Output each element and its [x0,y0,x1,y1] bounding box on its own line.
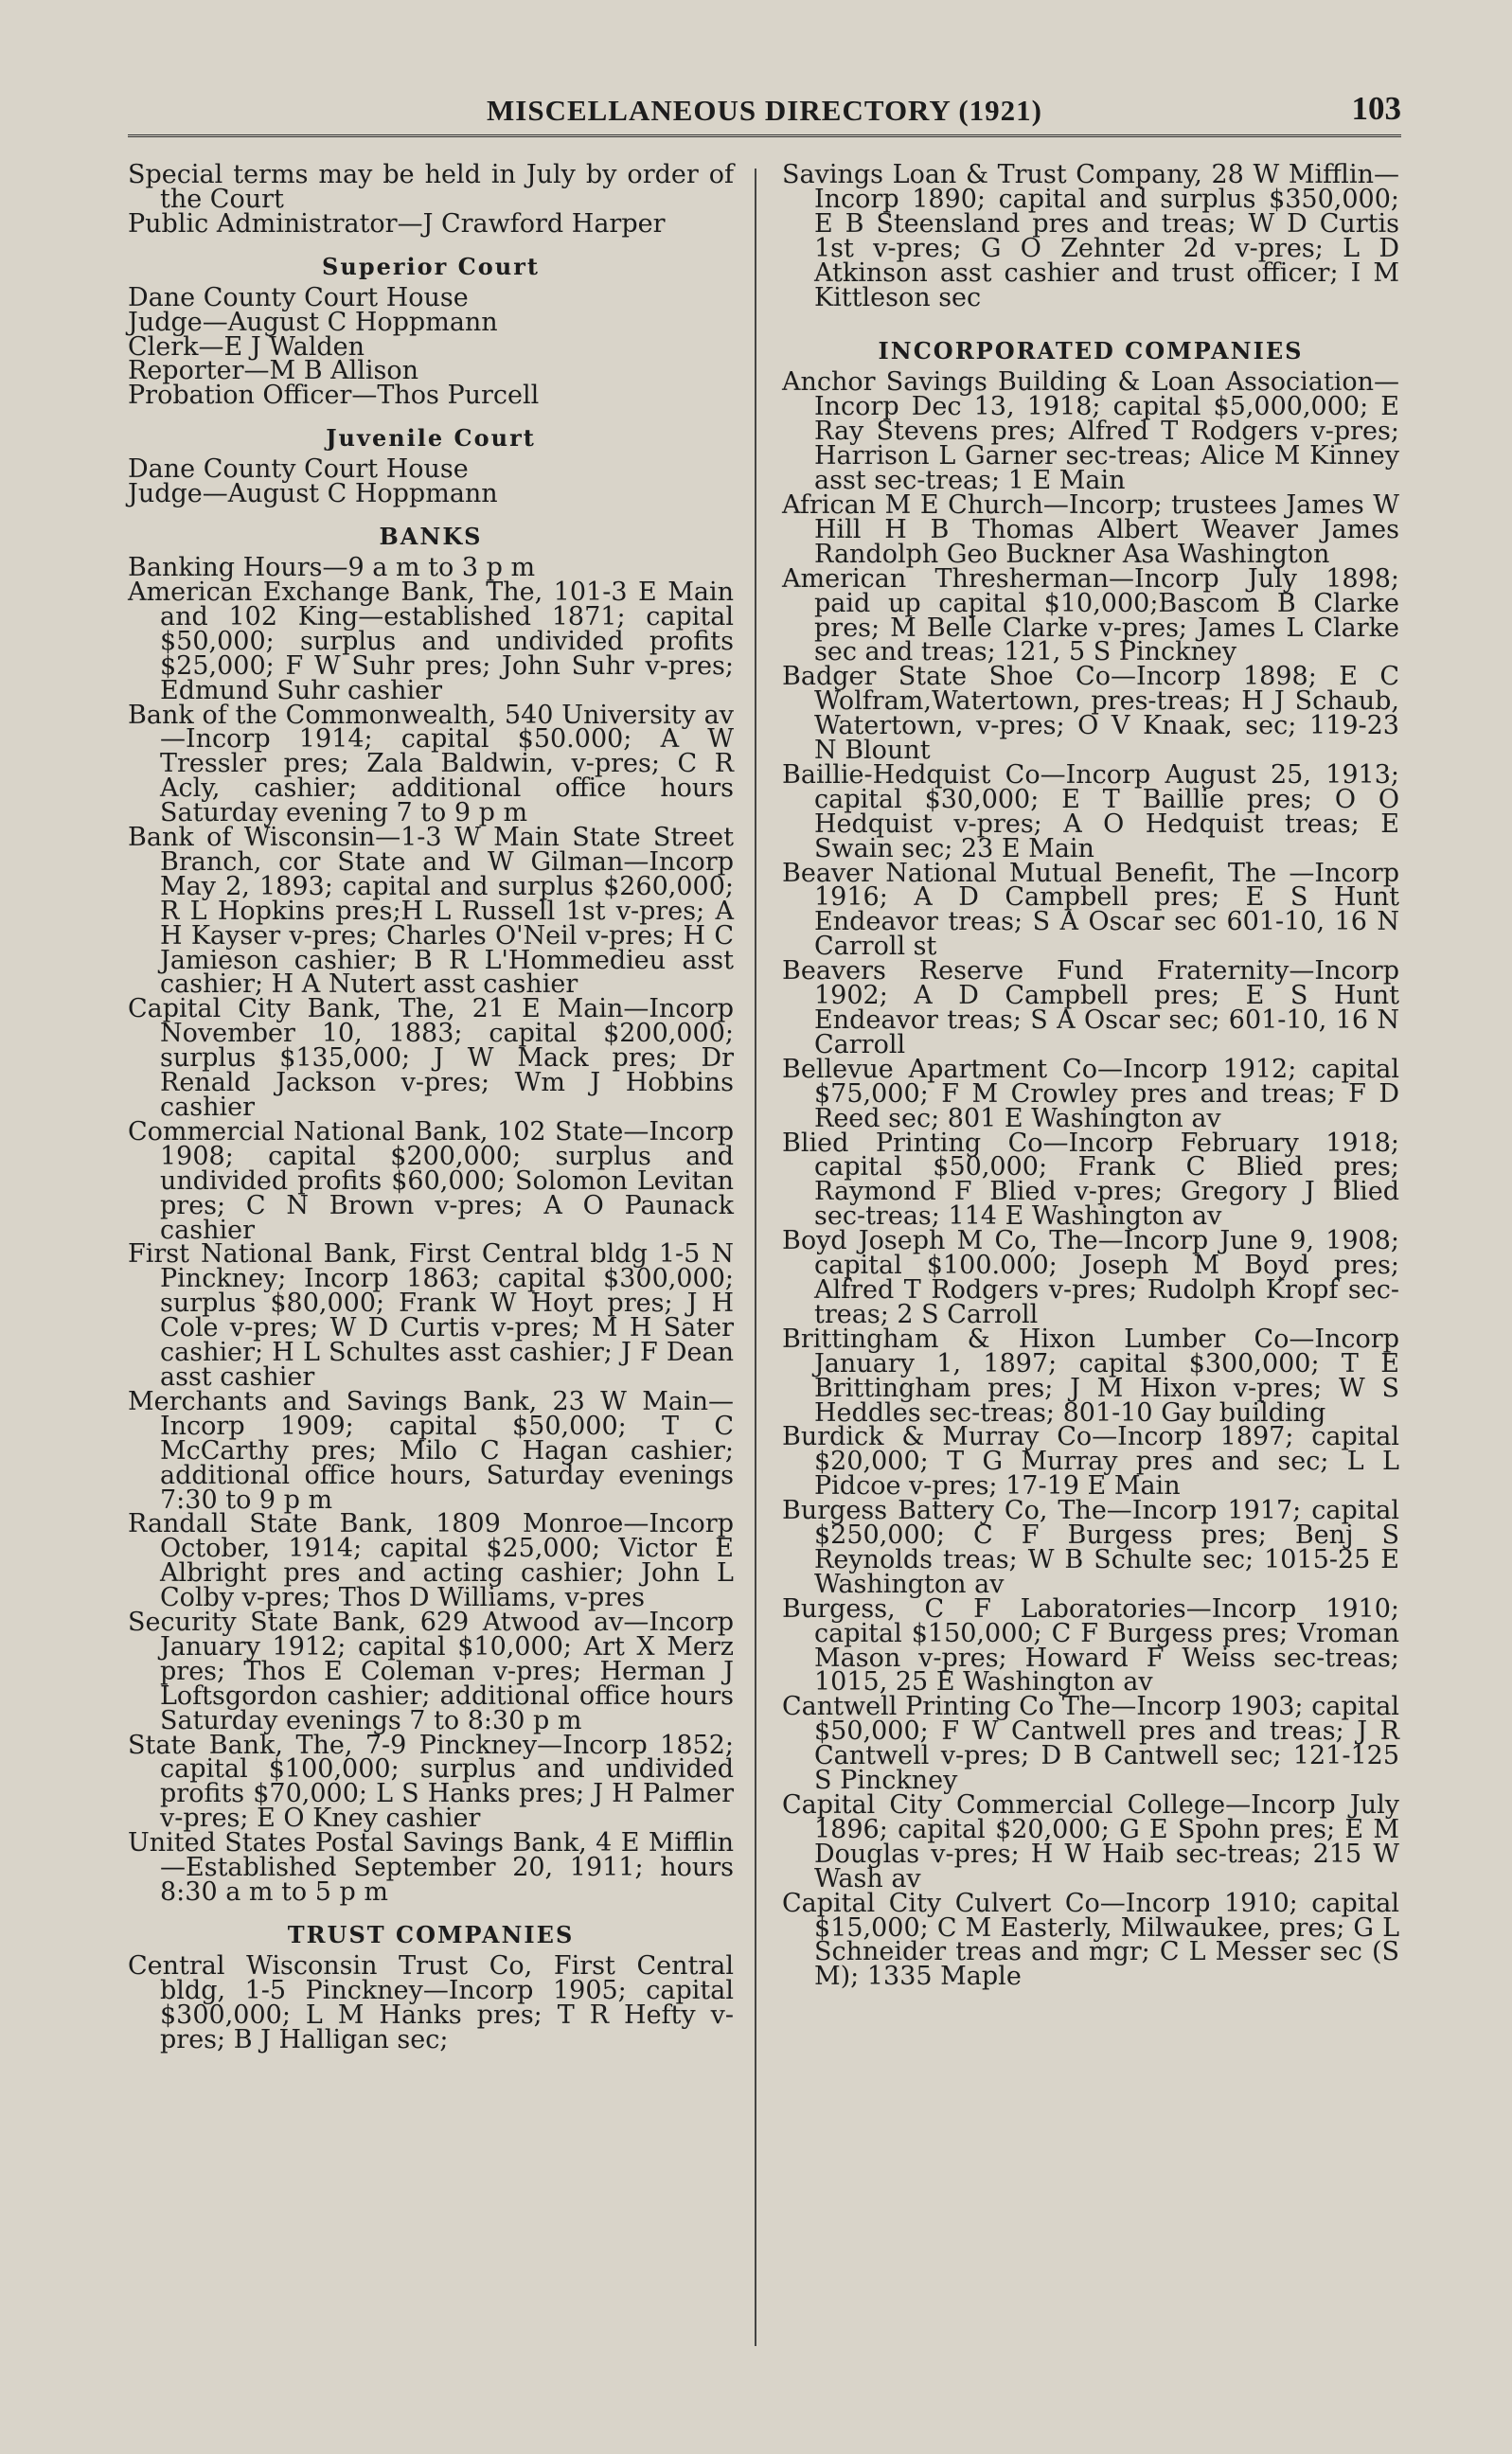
directory-entry: Beavers Reserve Fund Fraternity—Incorp 1902; A D Campbell pres; E S Hunt Endeavor treas; S A Oscar sec; 601-10, 16 N Carroll [782,956,1399,1059]
directory-entry: Cantwell Printing Co The—Incorp 1903; capital $50,000; F W Cantwell pres and treas; J R Cantwell v-pres; D B Cantwell sec; 121-125 S Pinckney [782,1692,1399,1796]
directory-entry: Boyd Joseph M Co, The—Incorp June 9, 1908; capital $100.000; Joseph M Boyd pres; Alfred T Rodgers v-pres; Rudolph Kropf sec-treas; 2 S Carroll [782,1226,1399,1329]
header-rule [128,134,1401,137]
directory-entry: Commercial National Bank, 102 State—Incorp 1908; capital $200,000; surplus and undivided profits $60,000; Solomon Levitan pres; C N Brown v-pres; A O Paunack cashier [128,1116,734,1245]
listing-line: Dane County Court House [128,282,469,312]
section-heading-incorporated-companies: INCORPORATED COMPANIES [878,337,1304,365]
directory-entry: Brittingham & Hixon Lumber Co—Incorp January 1, 1897; capital $300,000; T E Brittingham pres; J M Hixon v-pres; W S Heddles sec-treas; 801-10 Gay building [782,1324,1399,1428]
directory-entry: Burgess, C F Laboratories—Incorp 1910; capital $150,000; C F Burgess pres; Vroman Mason v-pres; Howard F Weiss sec-treas; 1015, 25 E Washington av [782,1593,1399,1698]
intro-text: Public Administrator—J Crawford Harper [128,208,666,239]
directory-entry: Burgess Battery Co, The—Incorp 1917; capital $250,000; C F Burgess pres; Benj S Reynolds treas; W B Schulte sec; 1015-25 E Washington av [782,1496,1399,1599]
left-column [128,160,734,2054]
right-column [782,160,1399,1992]
listing-line: Reporter—M B Allison [128,356,419,386]
intro-text: Special terms may be held in July by order of the Court [128,160,734,214]
listing-line: Dane County Court House [128,454,469,485]
section-heading-banks: BANKS [379,523,483,551]
directory-entry: Burdick & Murray Co—Incorp 1897; capital $20,000; T G Murray pres and sec; L L Pidcoe v-pres; 17-19 E Main [782,1422,1399,1502]
directory-entry: Banking Hours—9 a m to 3 p m [128,553,536,583]
directory-entry: Baillie-Hedquist Co—Incorp August 25, 1913; capital $30,000; E T Baillie pres; O O Hedquist v-pres; A O Hedquist treas; E Swain sec; 23 E Main [782,759,1399,863]
listing-line: Clerk—E J Walden [128,331,365,362]
directory-entry: State Bank, The, 7-9 Pinckney—Incorp 1852; capital $100,000; surplus and undivided profits $70,000; L S Hanks pres; J H Palmer v-pres; E O Kney cashier [128,1730,734,1834]
directory-entry: Bank of Wisconsin—1-3 W Main State Street Branch, cor State and W Gilman—Incorp May 2, 1893; capital and surplus $260,000; R L Hopkins pres;H L Russell 1st v-pres; A H Kayser v-pres; Charles O'Neil v-pres; H C Jamieson cashier; B R L'Hommedieu asst cashier; H A Nutert asst cashier [128,823,734,1000]
directory-entry: American Exchange Bank, The, 101-3 E Main and 102 King—established 1871; capital $50,000; surplus and undivided profits $25,000; F W Suhr pres; John Suhr v-pres; Edmund Suhr cashier [128,577,734,705]
directory-entry: Badger State Shoe Co—Incorp 1898; E C Wolfram,Watertown, pres-treas; H J Schaub, Watertown, v-pres; O V Knaak, sec; 119-23 N Blount [782,662,1399,766]
listing-line: Probation Officer—Thos Purcell [128,381,540,411]
listing-line: Judge—August C Hoppmann [128,479,498,509]
section-heading-trust-companies: TRUST COMPANIES [287,1920,575,1948]
page-header [128,90,1401,133]
directory-entry: Capital City Bank, The, 21 E Main—Incorp November 10, 1883; capital $200,000; surplus $135,000; J W Mack pres; Dr Renald Jackson v-pres; Wm J Hobbins cashier [128,994,734,1122]
directory-entry: Capital City Culvert Co—Incorp 1910; capital $15,000; C M Easterly, Milwaukee, pres; G L Schneider treas and mgr; C L Messer sec (S M); 1335 Maple [782,1888,1399,1992]
directory-entry: Beaver National Mutual Benefit, The —Incorp 1916; A D Campbell pres; E S Hunt Endeavor treas; S A Oscar sec 601-10, 16 N Carroll st [782,858,1399,962]
directory-entry: African M E Church—Incorp; trustees James W Hill H B Thomas Albert Weaver James Randolph Geo Buckner Asa Washington [782,489,1399,569]
directory-entry: Security State Bank, 629 Atwood av—Incorp January 1912; capital $10,000; Art X Merz pres; Thos E Coleman v-pres; Herman J Loftsgordon cashier; additional office hours Saturday evenings 7 to 8:30 p m [128,1608,734,1735]
section-heading-superior-court: Superior Court [322,252,540,280]
directory-entry: Bellevue Apartment Co—Incorp 1912; capital $75,000; F M Crowley pres and treas; F D Reed sec; 801 E Washington av [782,1054,1399,1133]
directory-entry: United States Postal Savings Bank, 4 E Mifflin—Established September 20, 1911; hours 8:30 a m to 5 p m [128,1828,734,1907]
page-title: MISCELLANEOUS DIRECTORY (1921) [487,94,1042,127]
listing-line: Judge—August C Hoppmann [128,307,498,337]
column-divider [755,169,756,2346]
section-heading-juvenile-court: Juvenile Court [326,424,536,453]
directory-entry: Randall State Bank, 1809 Monroe—Incorp October, 1914; capital $25,000; Victor E Albright pres and acting cashier; John L Colby v-pres; Thos D Williams, v-pres [128,1509,734,1613]
directory-entry: Merchants and Savings Bank, 23 W Main—Incorp 1909; capital $50,000; T C McCarthy pres; Milo C Hagan cashier; additional office hours, Saturday evenings 7:30 to 9 p m [128,1386,734,1515]
directory-entry: Bank of the Commonwealth, 540 University av—Incorp 1914; capital $50.000; A W Tressler pres; Zala Baldwin, v-pres; C R Acly, cashier; additional office hours Saturday evening 7 to 9 p m [128,700,734,828]
directory-entry: American Thresherman—Incorp July 1898; paid up capital $10,000;Bascom B Clarke pres; M Belle Clarke v-pres; James L Clarke sec and treas; 121, 5 S Pinckney [782,563,1399,667]
directory-entry: Central Wisconsin Trust Co, First Central bldg, 1-5 Pinckney—Incorp 1905; capital $300,000; L M Hanks pres; T R Hefty v-pres; B J Halligan sec; [128,1950,734,2054]
directory-entry: Blied Printing Co—Incorp February 1918; capital $50,000; Frank C Blied pres; Raymond F Blied v-pres; Gregory J Blied sec-treas; 114 E Washington av [782,1128,1399,1232]
directory-entry: First National Bank, First Central bldg 1-5 N Pinckney; Incorp 1863; capital $300,000; surplus $80,000; Frank W Hoyt pres; J H Cole v-pres; W D Curtis v-pres; M H Sater cashier; H L Schultes asst cashier; J F Dean asst cashier [128,1239,734,1392]
directory-entry: Capital City Commercial College—Incorp July 1896; capital $20,000; G E Spohn pres; E M Douglas v-pres; H W Haib sec-treas; 215 W Wash av [782,1790,1399,1894]
directory-entry: Anchor Savings Building & Loan Association—Incorp Dec 13, 1918; capital $5,000,000; E Ray Stevens pres; Alfred T Rodgers v-pres; Harrison L Garner sec-treas; Alice M Kinney asst sec-treas; 1 E Main [782,367,1399,496]
page-number: 103 [1351,90,1401,127]
directory-entry: Savings Loan & Trust Company, 28 W Mifflin—Incorp 1890; capital and surplus $350,000; E B Steensland pres and treas; W D Curtis 1st v-pres; G O Zehnter 2d v-pres; L D Atkinson asst cashier and trust officer; I M Kittleson sec [782,160,1399,312]
